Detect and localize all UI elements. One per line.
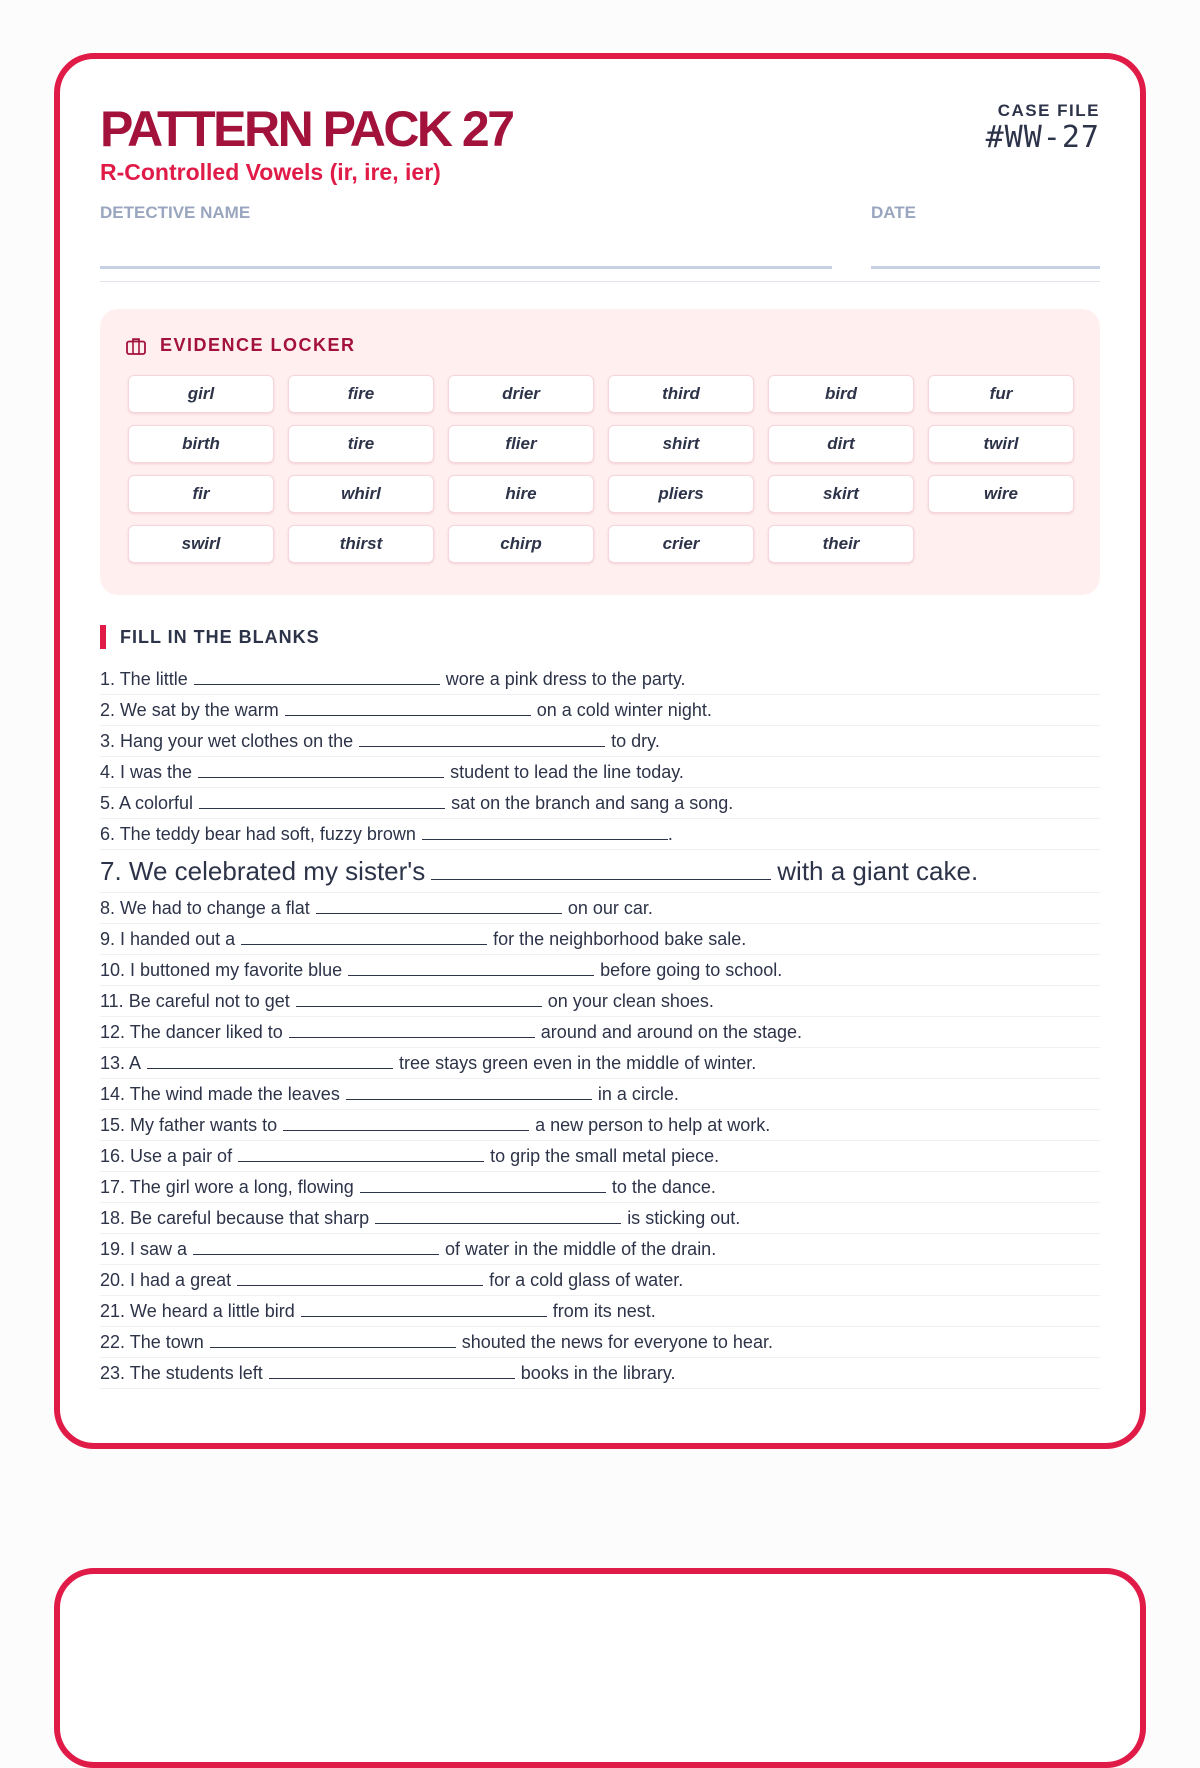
sentence-list bbox=[100, 664, 1100, 1389]
sentence-text-after: to the dance. bbox=[611, 1177, 716, 1197]
word-tile: fire bbox=[288, 375, 434, 413]
sentence-text-after: to dry. bbox=[611, 731, 660, 751]
sentence-row bbox=[100, 819, 1100, 850]
answer-blank[interactable] bbox=[237, 1271, 483, 1286]
evidence-locker-title: EVIDENCE LOCKER bbox=[160, 335, 356, 355]
sentence-text-before: 11. Be careful not to get bbox=[100, 991, 290, 1011]
sentence-text-before: 19. I saw a bbox=[100, 1239, 188, 1259]
word-tile: hire bbox=[448, 475, 594, 513]
sentence-text-after: of water in the middle of the drain. bbox=[445, 1239, 717, 1259]
worksheet-card bbox=[54, 53, 1146, 1449]
word-tile: whirl bbox=[288, 475, 434, 513]
next-worksheet-card bbox=[54, 1568, 1146, 1768]
sentence-row bbox=[100, 1017, 1100, 1048]
sentence-text-after: a new person to help at work. bbox=[535, 1115, 771, 1135]
answer-blank[interactable] bbox=[375, 1209, 621, 1224]
sentence-text-before: 22. The town bbox=[100, 1332, 204, 1352]
sentence-text-after: from its nest. bbox=[552, 1301, 656, 1321]
sentence-text-after: on a cold winter night. bbox=[536, 700, 712, 720]
sentence-text-before: 2. We sat by the warm bbox=[100, 700, 279, 720]
word-tile: fir bbox=[128, 475, 274, 513]
sentence-text-after: in a circle. bbox=[597, 1084, 679, 1104]
case-file-label: CASE FILE bbox=[997, 101, 1100, 120]
answer-blank[interactable] bbox=[269, 1364, 515, 1379]
sentence-text-after: before going to school. bbox=[600, 960, 783, 980]
word-tile: drier bbox=[448, 375, 594, 413]
date-label: DATE bbox=[871, 203, 917, 222]
word-tile: third bbox=[608, 375, 754, 413]
date-field[interactable] bbox=[871, 266, 1100, 269]
word-tile: crier bbox=[608, 525, 754, 563]
sentence-text-after: shouted the news for everyone to hear. bbox=[461, 1332, 773, 1352]
sentence-row bbox=[100, 1265, 1100, 1296]
sentence-row bbox=[100, 726, 1100, 757]
sentence-text-after: is sticking out. bbox=[627, 1208, 741, 1228]
sentence-row bbox=[100, 1172, 1100, 1203]
sentence-row bbox=[100, 1048, 1100, 1079]
word-tile: girl bbox=[128, 375, 274, 413]
sentence-text-after: student to lead the line today. bbox=[450, 762, 684, 782]
sentence-row bbox=[100, 1234, 1100, 1265]
answer-blank[interactable] bbox=[194, 670, 440, 685]
sentence-text-after: books in the library. bbox=[520, 1363, 676, 1383]
evidence-locker bbox=[100, 309, 1100, 595]
fill-in-title: FILL IN THE BLANKS bbox=[120, 626, 320, 647]
sentence-text-after: around and around on the stage. bbox=[540, 1022, 803, 1042]
sentence-text-before: 14. The wind made the leaves bbox=[100, 1084, 340, 1104]
sentence-text-before: 10. I buttoned my favorite blue bbox=[100, 960, 343, 980]
word-tile: chirp bbox=[448, 525, 594, 563]
sentence-row bbox=[100, 1203, 1100, 1234]
word-tile: wire bbox=[928, 475, 1074, 513]
sentence-text-after: for a cold glass of water. bbox=[489, 1270, 684, 1290]
sentence-text-before: 20. I had a great bbox=[100, 1270, 232, 1290]
fill-in-header bbox=[100, 625, 320, 649]
sentence-text-before: 1. The little bbox=[100, 669, 188, 689]
sentence-row bbox=[100, 893, 1100, 924]
sentence-text-after: . bbox=[667, 824, 673, 844]
word-tile: thirst bbox=[288, 525, 434, 563]
sentence-row bbox=[100, 850, 1100, 893]
answer-blank[interactable] bbox=[289, 1023, 535, 1038]
word-tile: flier bbox=[448, 425, 594, 463]
sentence-row bbox=[100, 924, 1100, 955]
answer-blank[interactable] bbox=[147, 1054, 393, 1069]
word-tile: shirt bbox=[608, 425, 754, 463]
sentence-row bbox=[100, 695, 1100, 726]
sentence-text-before: 9. I handed out a bbox=[100, 929, 236, 949]
header-divider bbox=[100, 281, 1100, 282]
answer-blank[interactable] bbox=[210, 1333, 456, 1348]
detective-name-label: DETECTIVE NAME bbox=[100, 203, 251, 222]
sentence-text-before: 23. The students left bbox=[100, 1363, 263, 1383]
sentence-text-after: on our car. bbox=[567, 898, 653, 918]
sentence-row bbox=[100, 664, 1100, 695]
answer-blank[interactable] bbox=[316, 899, 562, 914]
answer-blank[interactable] bbox=[359, 732, 605, 747]
word-tile: their bbox=[768, 525, 914, 563]
word-tile: bird bbox=[768, 375, 914, 413]
word-tile: fur bbox=[928, 375, 1074, 413]
answer-blank[interactable] bbox=[301, 1302, 547, 1317]
word-bank bbox=[128, 375, 1080, 563]
sentence-text-after: wore a pink dress to the party. bbox=[445, 669, 686, 689]
sentence-text-before: 18. Be careful because that sharp bbox=[100, 1208, 370, 1228]
sentence-text-before: 13. A bbox=[100, 1053, 142, 1073]
answer-blank[interactable] bbox=[346, 1085, 592, 1100]
sentence-text-after: to grip the small metal piece. bbox=[490, 1146, 720, 1166]
answer-blank[interactable] bbox=[360, 1178, 606, 1193]
sentence-text-before: 4. I was the bbox=[100, 762, 193, 782]
detective-name-field[interactable] bbox=[100, 266, 832, 269]
answer-blank[interactable] bbox=[199, 794, 445, 809]
sentence-text-before: 12. The dancer liked to bbox=[100, 1022, 283, 1042]
page-title: PATTERN PACK 27 bbox=[100, 101, 513, 157]
section-accent-bar bbox=[100, 625, 106, 649]
sentence-row bbox=[100, 1141, 1100, 1172]
word-tile: twirl bbox=[928, 425, 1074, 463]
answer-blank[interactable] bbox=[283, 1116, 529, 1131]
sentence-text-before: 21. We heard a little bird bbox=[100, 1301, 295, 1321]
word-tile: tire bbox=[288, 425, 434, 463]
word-tile: dirt bbox=[768, 425, 914, 463]
answer-blank[interactable] bbox=[431, 859, 771, 880]
sentence-text-after: with a giant cake. bbox=[777, 856, 979, 886]
sentence-row bbox=[100, 955, 1100, 986]
sentence-row bbox=[100, 1110, 1100, 1141]
sentence-text-before: 3. Hang your wet clothes on the bbox=[100, 731, 354, 751]
word-tile: birth bbox=[128, 425, 274, 463]
sentence-text-before: 5. A colorful bbox=[100, 793, 194, 813]
sentence-text-after: tree stays green even in the middle of winter. bbox=[399, 1053, 757, 1073]
sentence-text-after: sat on the branch and sang a song. bbox=[451, 793, 734, 813]
page-subtitle: R-Controlled Vowels (ir, ire, ier) bbox=[100, 159, 441, 185]
answer-blank[interactable] bbox=[241, 930, 487, 945]
word-tile: pliers bbox=[608, 475, 754, 513]
sentence-row bbox=[100, 1296, 1100, 1327]
case-file-number: #WW-27 bbox=[985, 120, 1100, 155]
answer-blank[interactable] bbox=[193, 1240, 439, 1255]
sentence-row bbox=[100, 757, 1100, 788]
sentence-row bbox=[100, 986, 1100, 1017]
evidence-locker-header bbox=[126, 335, 356, 356]
sentence-text-before: 16. Use a pair of bbox=[100, 1146, 233, 1166]
answer-blank[interactable] bbox=[296, 992, 542, 1007]
case-file bbox=[986, 101, 1100, 155]
sentence-row bbox=[100, 1358, 1100, 1389]
answer-blank[interactable] bbox=[238, 1147, 484, 1162]
sentence-text-after: on your clean shoes. bbox=[547, 991, 714, 1011]
sentence-row bbox=[100, 1079, 1100, 1110]
sentence-text-before: 8. We had to change a flat bbox=[100, 898, 310, 918]
sentence-text-before: 17. The girl wore a long, flowing bbox=[100, 1177, 354, 1197]
sentence-text-before: 7. We celebrated my sister's bbox=[100, 856, 426, 886]
answer-blank[interactable] bbox=[422, 825, 668, 840]
answer-blank[interactable] bbox=[348, 961, 594, 976]
briefcase-icon bbox=[126, 337, 146, 355]
sentence-text-before: 15. My father wants to bbox=[100, 1115, 278, 1135]
sentence-row bbox=[100, 1327, 1100, 1358]
word-tile: skirt bbox=[768, 475, 914, 513]
sentence-text-after: for the neighborhood bake sale. bbox=[493, 929, 747, 949]
answer-blank[interactable] bbox=[198, 763, 444, 778]
sentence-row bbox=[100, 788, 1100, 819]
sentence-text-before: 6. The teddy bear had soft, fuzzy brown bbox=[100, 824, 416, 844]
answer-blank[interactable] bbox=[285, 701, 531, 716]
word-tile: swirl bbox=[128, 525, 274, 563]
